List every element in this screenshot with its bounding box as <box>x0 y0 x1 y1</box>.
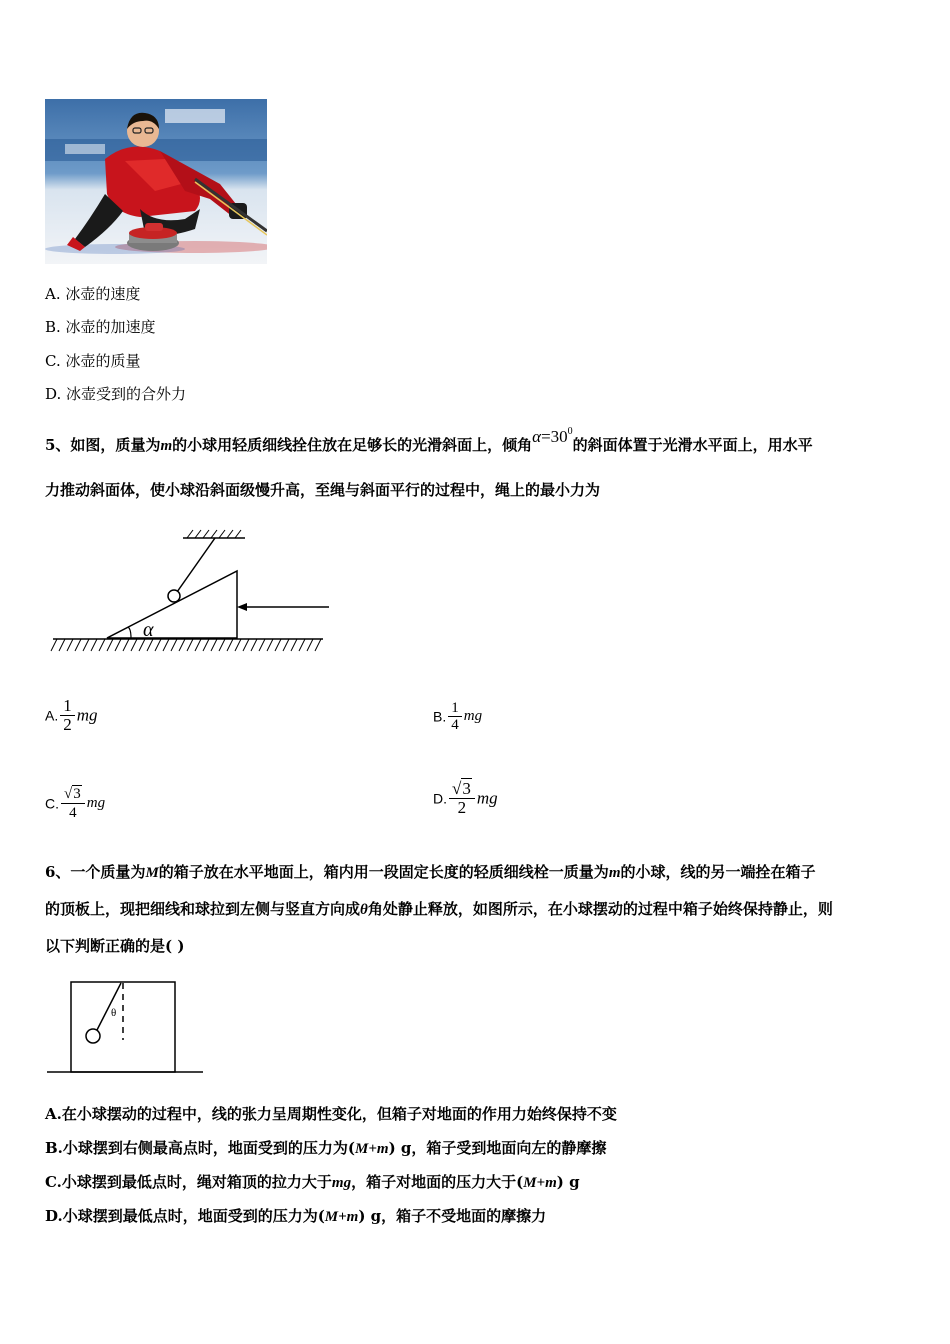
q6-option-a: A.在小球摆动的过程中，线的张力呈周期性变化，但箱子对地面的作用力始终保持不变 <box>45 1105 617 1123</box>
q6-stem-line3: 以下判断正确的是( ) <box>45 937 185 955</box>
q5-var-m: m <box>160 438 173 454</box>
q6-option-c-text-a: C.小球摆到最低点时，绳对箱顶的拉力大于 <box>45 1173 332 1191</box>
q5-option-a <box>45 697 98 734</box>
q6-var-theta: θ <box>360 902 368 918</box>
q5-option-b-unit: mg <box>463 708 483 724</box>
q4-option-a: A. 冰壶的速度 <box>45 285 141 303</box>
q6-stem-text-a: 6、一个质量为 <box>45 863 146 881</box>
sqrt-radicand: 3 <box>462 779 471 798</box>
fraction-denominator: 4 <box>451 717 459 733</box>
q5-option-b-fraction <box>448 700 462 733</box>
q6-stem-text-c: 的小球，线的另一端拴在箱子 <box>620 863 816 881</box>
curling-photo <box>45 99 267 264</box>
q6-option-d-var: M+m <box>324 1209 359 1225</box>
q5-option-b <box>433 700 482 733</box>
q5-option-c <box>45 785 105 822</box>
q5-angle-expression <box>532 427 573 446</box>
incline-diagram <box>45 525 340 660</box>
fraction-denominator: 2 <box>457 798 467 817</box>
q6-option-d-text-a: D.小球摆到最低点时，地面受到的压力为( <box>45 1207 325 1225</box>
sqrt-symbol: √3 <box>452 779 471 798</box>
q6-stem-line1 <box>45 862 816 883</box>
q5-stem-line1 <box>45 426 813 456</box>
q6-option-d-text-b: ) g，箱子不受地面的摩擦力 <box>358 1207 547 1225</box>
q4-option-d: D. 冰壶受到的合外力 <box>45 385 187 403</box>
q6-option-c-var1: mg <box>331 1175 352 1191</box>
q5-option-c-unit: mg <box>86 795 106 811</box>
sqrt-symbol: √3 <box>64 786 81 802</box>
fraction-numerator: 1 <box>448 700 462 717</box>
q5-option-b-label: B. <box>433 708 447 725</box>
q4-option-c: C. 冰壶的质量 <box>45 352 141 370</box>
q5-option-a-fraction <box>60 697 75 734</box>
fraction-numerator <box>61 785 85 804</box>
fraction-denominator: 2 <box>63 715 72 734</box>
q6-stem-text-b: 的箱子放在水平地面上，箱内用一段固定长度的轻质细线栓一质量为 <box>158 863 609 881</box>
q6-option-c-text-b: ，箱子对地面的压力大于( <box>351 1173 524 1191</box>
q5-option-a-label: A. <box>45 707 59 724</box>
q6-option-c <box>45 1172 580 1193</box>
q5-angle-degree: 0 <box>567 426 573 437</box>
q5-option-d <box>433 780 498 817</box>
sqrt-radicand: 3 <box>73 786 81 802</box>
fraction-numerator: 1 <box>60 697 75 716</box>
q6-stem-text-e: 角处静止释放，如图所示，在小球摆动的过程中箱子始终保持静止，则 <box>367 900 833 918</box>
fraction-denominator: 4 <box>69 805 77 821</box>
fraction-numerator <box>449 780 475 799</box>
q6-option-b-var: M+m <box>355 1141 389 1157</box>
q5-stem-text-c: 的斜面体置于光滑水平面上，用水平 <box>572 436 813 454</box>
q6-option-b-text-a: B.小球摆到右侧最高点时，地面受到的压力为( <box>45 1139 355 1157</box>
q5-stem-text-b: 的小球用轻质细线拴住放在足够长的光滑斜面上，倾角 <box>172 436 533 454</box>
q6-option-d <box>45 1206 546 1227</box>
q6-option-c-text-c: ) g <box>556 1173 580 1191</box>
q5-stem-line2: 力推动斜面体，使小球沿斜面级慢升高，至绳与斜面平行的过程中，绳上的最小力为 <box>45 481 601 499</box>
q5-option-d-fraction <box>449 780 475 817</box>
pendulum-angle-label: θ <box>111 1007 117 1019</box>
q6-var-M: M <box>145 865 159 881</box>
q5-option-c-fraction <box>61 785 85 822</box>
q6-option-b-text-b: ) g，箱子受到地面向左的静摩擦 <box>388 1139 607 1157</box>
box-pendulum-diagram <box>45 978 210 1078</box>
q6-option-c-var2: M+m <box>523 1175 557 1191</box>
incline-angle-label: α <box>143 619 154 641</box>
q5-option-c-label: C. <box>45 795 59 812</box>
q6-stem-line2 <box>45 899 833 920</box>
q4-option-b: B. 冰壶的加速度 <box>45 318 156 336</box>
q6-var-m: m <box>608 865 621 881</box>
q6-option-b <box>45 1138 606 1159</box>
q5-option-a-unit: mg <box>76 705 98 725</box>
q5-option-d-unit: mg <box>476 788 498 808</box>
ground-hatching <box>51 639 321 651</box>
q6-stem-text-d: 的顶板上，现把细线和球拉到左侧与竖直方向成 <box>45 900 361 918</box>
q5-option-d-label: D. <box>433 790 447 807</box>
q5-stem-text-a: 5、如图，质量为 <box>45 436 161 454</box>
q5-angle-symbol: α <box>532 427 542 446</box>
q5-angle-value: =30 <box>541 427 568 446</box>
